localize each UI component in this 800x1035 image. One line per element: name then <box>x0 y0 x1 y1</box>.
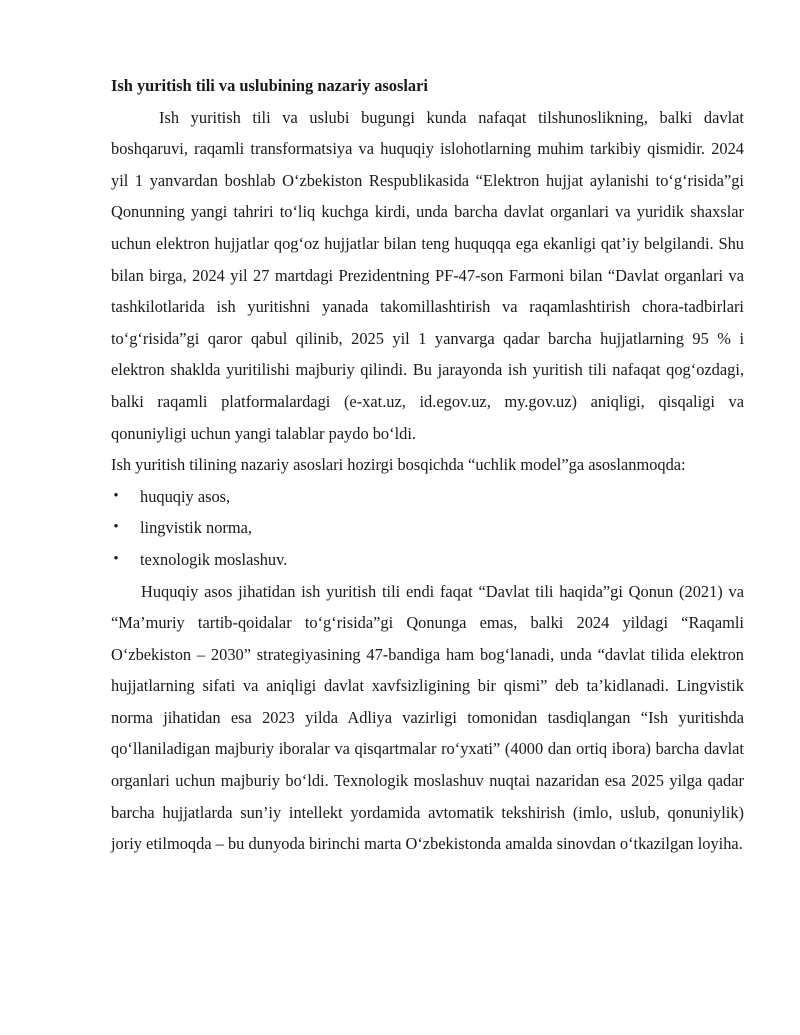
bullet-text: lingvistik norma, <box>140 518 252 538</box>
bullet-text: huquqiy asos, <box>140 486 231 506</box>
bullet-icon: • <box>113 487 119 504</box>
bullet-list <box>111 481 744 576</box>
bullet-item-technology <box>111 544 744 576</box>
paragraph-theory: Ish yuritish tilining nazariy asoslari hozirgi bosqichda “uchlik model”ga asoslanmoqda: <box>111 455 686 475</box>
bullet-item-linguistic <box>111 512 744 544</box>
bullet-item-legal <box>111 481 744 513</box>
section-heading: Ish yuritish tili va uslubining nazariy asoslari <box>111 76 428 95</box>
bullet-icon: • <box>113 550 119 567</box>
bullet-icon: • <box>113 519 119 536</box>
bullet-text: texnologik moslashuv. <box>140 549 288 569</box>
paragraph-details: Huquqiy asos jihatidan ish yuritish tili endi faqat “Davlat tili haqida”gi Qonun (2021) va “Ma’muriy tartib-qoidalar to‘g‘risida”gi Qonunga emas, balki 2024 yildagi “Raqamli O‘zbekiston – 2030” strategiyasining 47-bandiga ham bog‘lanadi, unda “davlat tilida elektron hujjatlarning sifati va aniqligi davlat xavfsizligining bir qismi” deb ta’kidlanadi. Lingvistik norma jihatidan esa 2023 yilda Adliya vazirligi tomonidan tasdiqlangan “Ish yuritishda qo‘llaniladigan majburiy iboralar va qisqartmalar ro‘yxati” (4000 dan ortiq ibora) barcha davlat organlari uchun majburiy bo‘ldi. Texnologik moslashuv nuqtai nazaridan esa 2025 yilga qadar barcha hujjatlarda sun’iy intellekt yordamida avtomatik tekshirish (imlo, uslub, qonuniylik) joriy etilmoqda – bu dunyoda birinchi marta O‘zbekistonda amalda sinovdan o‘tkazilgan loyiha. <box>111 581 744 854</box>
paragraph-intro: Ish yuritish tili va uslubi bugungi kunda nafaqat tilshunoslikning, balki davlat boshqaruvi, raqamli transformatsiya va huquqiy islohotlarning muhim tarkibiy qismidir. 2024 yil 1 yanvardan boshlab O‘zbekiston Respublikasida “Elektron hujjat aylanishi to‘g‘risida”gi Qonunning yangi tahriri to‘liq kuchga kirdi, unda barcha davlat organlari va yuridik shaxslar uchun elektron hujjatlar qog‘oz hujjatlar bilan teng huquqqa ega ekanligi qat’iy belgilandi. Shu bilan birga, 2024 yil 27 martdagi Prezidentning PF-47-son Farmoni bilan “Davlat organlari va tashkilotlarida ish yuritishni yanada takomillashtirish va raqamlashtirish chora-tadbirlari to‘g‘risida”gi qaror qabul qilinib, 2025 yil 1 yanvarga qadar barcha hujjatlarning 95 % i elektron shaklda yuritilishi majburiy qilindi. Bu jarayonda ish yuritish tili nafaqat qog‘ozdagi, balki raqamli platformalardagi (e-xat.uz, id.egov.uz, my.gov.uz) aniqligi, qisqaligi va qonuniyligi uchun yangi talablar paydo bo‘ldi. <box>111 107 744 443</box>
